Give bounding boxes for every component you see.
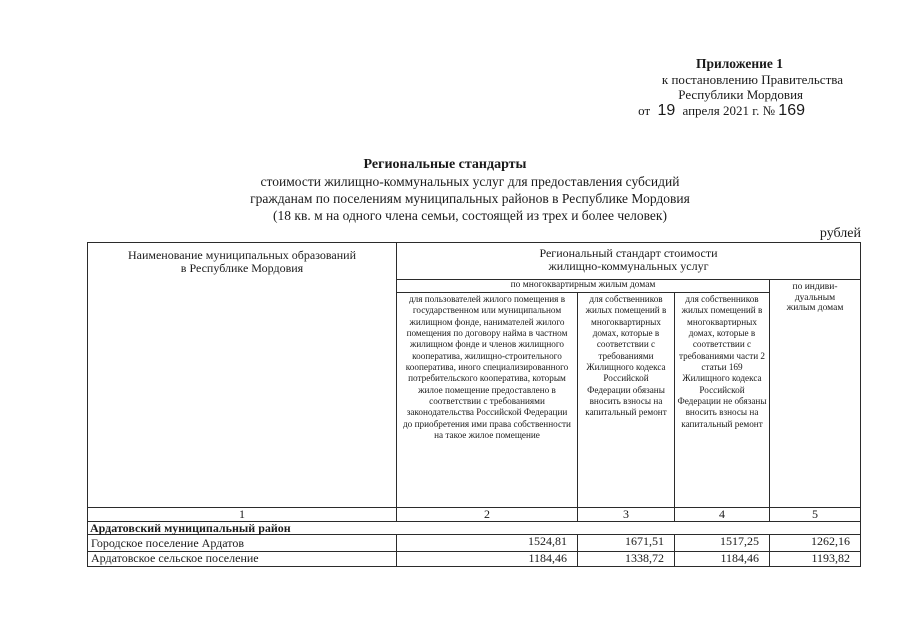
header-row-1 [88, 243, 861, 280]
column-number-3: 3 [578, 508, 675, 522]
district-row [88, 522, 861, 535]
header-apartment-buildings: по многоквартирным жилым домам [397, 280, 770, 293]
document-title-block [205, 156, 735, 224]
header-col3-description [578, 293, 675, 508]
column-number-4: 4 [675, 508, 770, 522]
resolution-number: 169 [778, 101, 805, 119]
appendix-line-resolution: к постановлению Правительства [661, 71, 843, 87]
value-cell: 1262,16 [770, 535, 861, 552]
appendix-line-republic: Республики Мордовия [678, 87, 803, 102]
col2-description-text: для пользователей жилого помещения в государственном или муниципальном жилищном фонде, нанимателей жилого помещения по договору найма в частном жилищном фонде и членов жилищного кооператива, жилищно-строительного кооператива, иного специализированного потребительского кооператива, которым жилое помещение предоставлено в соответствии с требованиями законодательства Российской Федерации до приобретения ими права собственности на такое жилое помещение [403, 294, 571, 441]
date-rest: апреля 2021 г. № [682, 102, 776, 118]
currency-units: рублей [819, 226, 861, 241]
settlement-name: Городское поселение Ардатов [88, 535, 397, 552]
appendix-title: Приложение 1 [695, 56, 783, 71]
col3-description-text: для собственников жилых помещений в многоквартирных домах, которые в соответствии с требованиями Жилищного кодекса Российской Федерации обязаны вносить взносы на капитальный ремонт [585, 294, 667, 418]
value-cell: 1671,51 [578, 535, 675, 552]
header-individual-text: по индиви-дуальным жилым домам [786, 282, 844, 313]
column-number-row [88, 508, 861, 522]
subtitle-line-1: стоимости жилищно-коммунальных услуг для предоставления субсидий [260, 174, 680, 189]
header-municipality [88, 243, 397, 508]
value-cell: 1184,46 [675, 552, 770, 567]
header-standard [397, 243, 861, 280]
col4-description-text: для собственников жилых помещений в многоквартирных домах, которые в соответствии с требованиями части 2 статьи 169 Жилищного кодекса Российской Федерации не обязаны вносить взносы на капитальный ремонт [677, 294, 767, 429]
date-day: 19 [657, 101, 676, 119]
value-cell: 1338,72 [578, 552, 675, 567]
column-number-1: 1 [88, 508, 397, 522]
value-cell: 1184,46 [397, 552, 578, 567]
value-cell: 1524,81 [397, 535, 578, 552]
subtitle-line-3: (18 кв. м на одного члена семьи, состоящей из трех и более человек) [273, 208, 667, 223]
header-municipality-text: Наименование муниципальных образований в Республике Мордовия [127, 248, 357, 275]
column-number-5: 5 [770, 508, 861, 522]
header-standard-text: Региональный стандарт стоимости жилищно-коммунальных услуг [539, 246, 718, 273]
appendix-header [613, 56, 853, 118]
date-prefix: от [638, 102, 651, 118]
subtitle-line-2: гражданам по поселениям муниципальных районов в Республике Мордовия [250, 191, 690, 206]
header-col4-description [675, 293, 770, 508]
appendix-date-line [613, 103, 853, 119]
document-title: Региональные стандарты [363, 157, 527, 172]
header-col2-description [397, 293, 578, 508]
settlement-name: Ардатовское сельское поселение [88, 552, 397, 567]
value-cell: 1193,82 [770, 552, 861, 567]
table-row [88, 552, 861, 567]
standards-table [87, 242, 861, 567]
district-name: Ардатовский муниципальный район [88, 522, 861, 535]
table-row [88, 535, 861, 552]
column-number-2: 2 [397, 508, 578, 522]
value-cell: 1517,25 [675, 535, 770, 552]
header-individual-houses [770, 280, 861, 508]
